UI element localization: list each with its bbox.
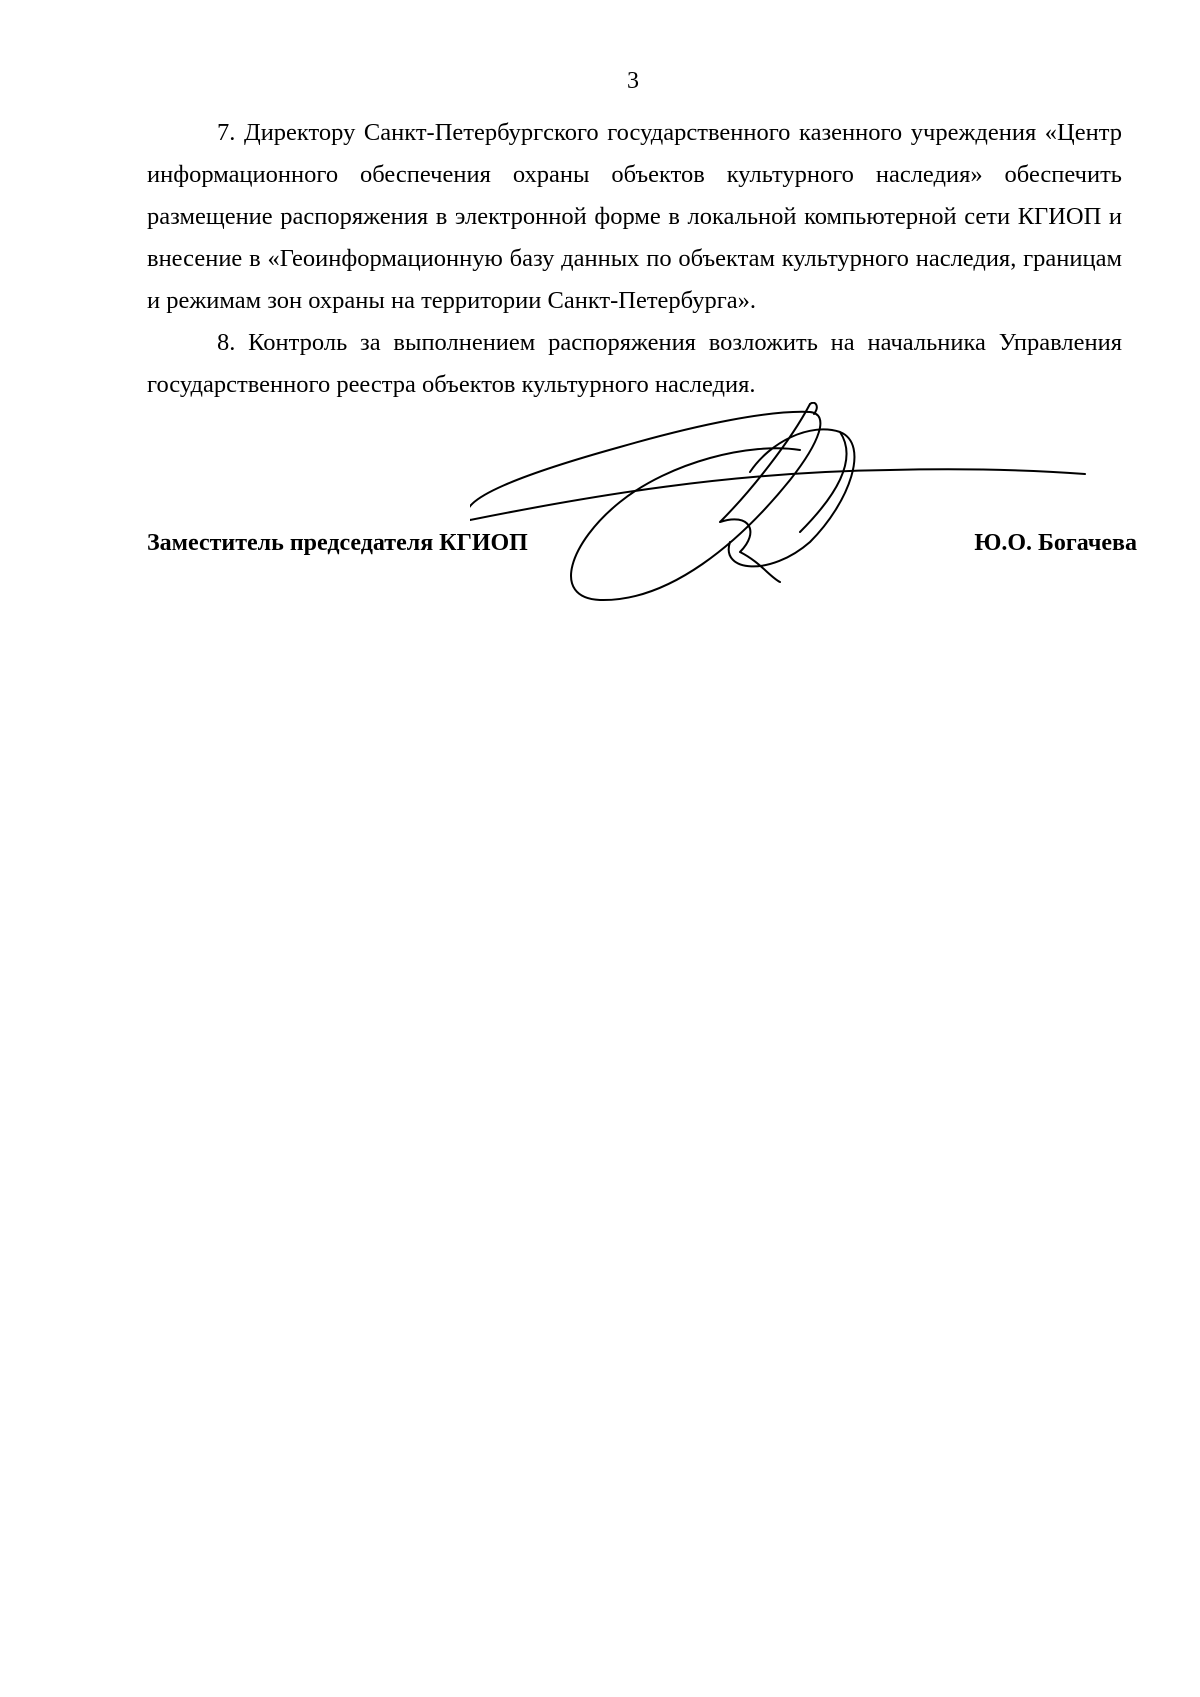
- paragraph-8: 8. Контроль за выполнением распоряжения возложить на начальника Управления государственного реестра объектов культурного наследия.: [147, 329, 1122, 398]
- document-body: [147, 112, 1122, 406]
- page-number: 3: [627, 68, 639, 94]
- paragraph-7: 7. Директору Санкт-Петербургского государственного казенного учреждения «Центр информационного обеспечения охраны объектов культурного наследия» обеспечить размещение распоряжения в электронной форме в локальной компьютерной сети КГИОП и внесение в «Геоинформационную базу данных по объектам культурного наследия, границам и режимам зон охраны на территории Санкт-Петербурга».: [147, 119, 1122, 314]
- signatory-name: Ю.О. Богачева: [974, 530, 1137, 556]
- signatory-position: Заместитель председателя КГИОП: [147, 530, 528, 556]
- handwritten-signature: [470, 402, 1090, 612]
